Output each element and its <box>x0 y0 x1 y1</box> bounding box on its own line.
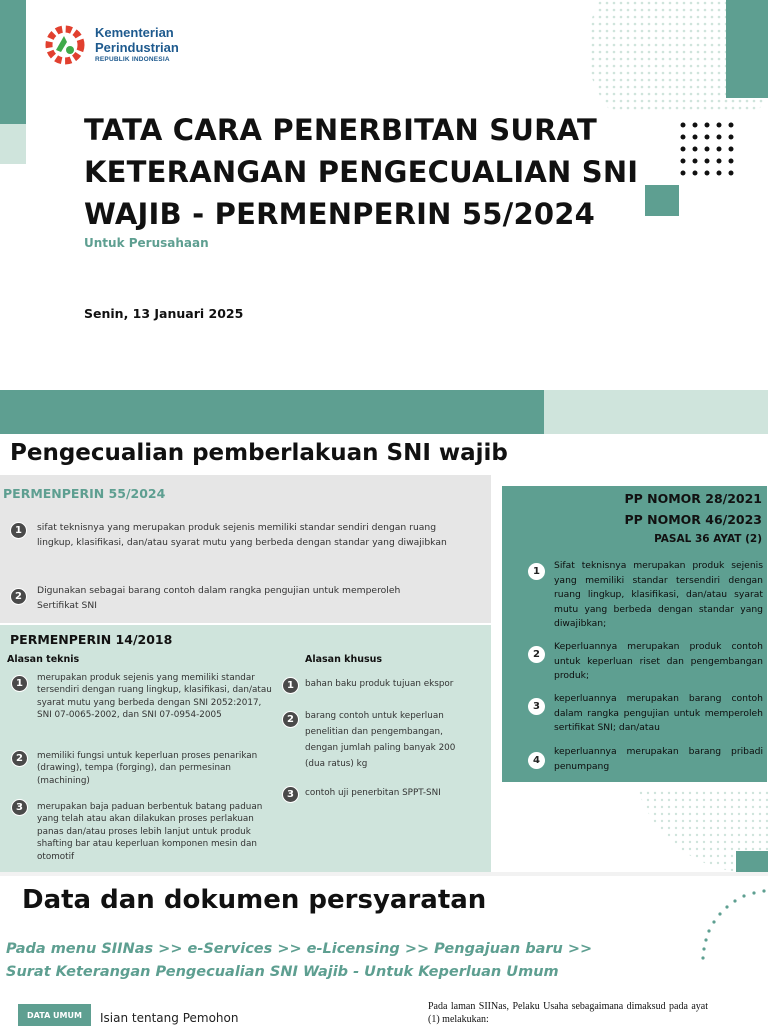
pp-box <box>502 486 767 782</box>
data-umum-badge: DATA UMUM <box>18 1004 91 1026</box>
special-item-1-number: 1 <box>282 677 299 694</box>
technical-item-2-text: memiliki fungsi untuk keperluan proses penarikan (drawing), tempa (forging), dan permesinan (machining) <box>37 751 258 786</box>
subtitle: Untuk Perusahaan <box>84 236 209 250</box>
logo-country: REPUBLIK INDONESIA <box>95 56 170 63</box>
special-reasons-label: Alasan khusus <box>305 654 383 665</box>
menu-path-line-1: Pada menu SIINas >> e-Services >> e-Licensing >> Pengajuan baru >> <box>6 941 593 957</box>
special-item-3-number: 3 <box>282 786 299 803</box>
gear-logo-icon <box>42 22 88 68</box>
permen55-item-2-text: Digunakan sebagai barang contoh dalam rangka pengujian untuk memperoleh Sertifikat SNI <box>37 585 401 611</box>
footer-band-mint <box>544 390 768 434</box>
special-item-3-text: contoh uji penerbitan SPPT-SNI <box>305 788 441 798</box>
special-item-1-text: bahan baku produk tujuan ekspor <box>305 679 454 689</box>
technical-reasons-label: Alasan teknis <box>7 654 80 665</box>
permen55-item-1-text: sifat teknisnya yang merupakan produk sejenis memiliki standar sendiri dengan ruang lingkup, klasifikasi, dan/atau syarat mutu yang berbeda dengan standar yang diwajibkan <box>37 522 447 548</box>
pp-item-2-text: Keperluannya merupakan produk contoh untuk keperluan riset dan pengembangan produk; <box>554 641 763 681</box>
decor-dot-grid-icon <box>678 120 742 180</box>
presentation-date: Senin, 13 Januari 2025 <box>84 306 244 321</box>
accent-bar-teal <box>0 0 26 124</box>
pp-item-2-number: 2 <box>528 646 545 663</box>
menu-path-line-2: Surat Keterangan Pengecualian SNI Wajib - Untuk Keperluan Umum <box>6 964 559 980</box>
special-item-2-number: 2 <box>282 711 299 728</box>
accent-corner-block <box>736 851 768 872</box>
technical-item-3-number: 3 <box>11 799 28 816</box>
decor-dot-curve-icon <box>660 885 768 965</box>
pp-item-4-number: 4 <box>528 752 545 769</box>
permen55-item-2-number: 2 <box>10 588 27 605</box>
pp-item-3-text: keperluannya merupakan barang contoh dalam rangka pengujian untuk memperoleh sertifikat SNI; dan/atau <box>554 693 763 733</box>
ministry-logo <box>42 22 88 68</box>
cover-page <box>0 0 768 434</box>
accent-block-top-right <box>726 0 768 98</box>
pp-item-3-number: 3 <box>528 698 545 715</box>
pp-article: PASAL 36 AYAT (2) <box>654 533 762 545</box>
pp-title-1: PP NOMOR 28/2021 <box>624 491 762 506</box>
pp-item-1-text: Sifat teknisnya merupakan produk sejenis yang memiliki standar tersendiri dengan ruang lingkup, klasifikasi, dan/atau syarat mutu yang berbeda dengan standar yang diwajibkan; <box>554 560 763 629</box>
permen14-title: PERMENPERIN 14/2018 <box>10 632 173 647</box>
logo-line1: Kementerian <box>95 25 174 40</box>
technical-item-2-number: 2 <box>11 750 28 767</box>
technical-item-1-text: merupakan produk sejenis yang memiliki standar tersendiri dengan ruang lingkup, klasifikasi, dan/atau syarat mutu yang berbeda dengan SNI 2052:2017, SNI 07-0065-2002, dan SNI 07-0954-2005 <box>37 673 272 721</box>
accent-bar-mint <box>0 124 26 164</box>
applicant-info-label: Isian tentang Pemohon <box>100 1011 239 1025</box>
logo-line2: Perindustrian <box>95 40 179 55</box>
exemption-heading: Pengecualian pemberlakuan SNI wajib <box>10 440 508 466</box>
technical-item-1-number: 1 <box>11 675 28 692</box>
page-divider <box>0 872 768 876</box>
permen55-title: PERMENPERIN 55/2024 <box>3 486 166 501</box>
title-line-3: WAJIB - PERMENPERIN 55/2024 <box>84 197 595 231</box>
regulation-excerpt: Pada laman SIINas, Pelaku Usaha sebagaimana dimaksud pada ayat (1) melakukan: <box>428 1001 708 1025</box>
title-line-1: TATA CARA PENERBITAN SURAT <box>84 113 598 147</box>
special-item-2-text: barang contoh untuk keperluan penelitian dan pengembangan, dengan jumlah paling banyak 200 (dua ratus) kg <box>305 711 456 769</box>
technical-item-3-text: merupakan baja paduan berbentuk batang paduan yang telah atau akan dilakukan proses perlakuan panas dan/atau proses lebih lanjut untuk produk shafting bar atau keperluan komponen mesin dan otomotif <box>37 802 263 862</box>
pp-title-2: PP NOMOR 46/2023 <box>624 512 762 527</box>
permen55-item-1-number: 1 <box>10 522 27 539</box>
pp-item-4-text: keperluannya merupakan barang pribadi penumpang <box>554 746 763 772</box>
requirements-heading: Data dan dokumen persyaratan <box>22 885 487 915</box>
title-line-2: KETERANGAN PENGECUALIAN SNI <box>84 155 639 189</box>
logo-name <box>95 25 179 55</box>
footer-band-teal <box>0 390 544 434</box>
pp-item-1-number: 1 <box>528 563 545 580</box>
accent-square <box>645 185 679 216</box>
